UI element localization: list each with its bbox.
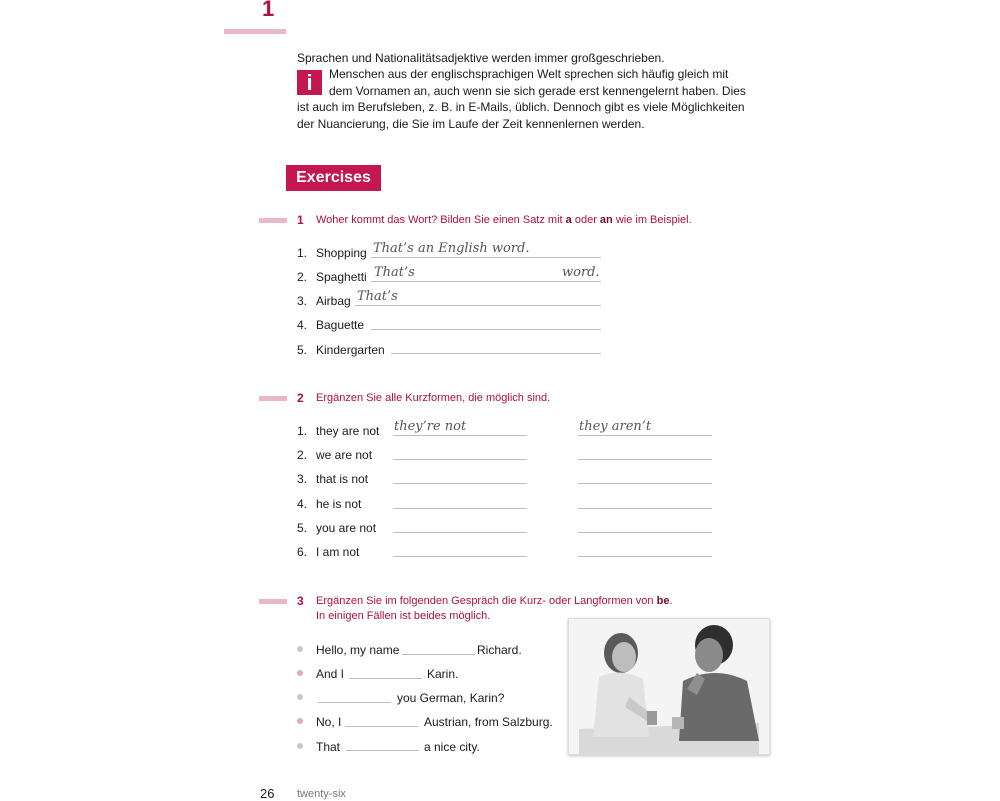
ex1-answer-line[interactable]	[391, 353, 601, 354]
ex2-answer-line-a[interactable]	[393, 483, 527, 484]
dialogue-after: Richard.	[477, 643, 522, 657]
instr-part: wie im Beispiel.	[612, 214, 692, 226]
dialogue-gap[interactable]	[346, 750, 419, 751]
exercise-2-instruction: Ergänzen Sie alle Kurzformen, die möglich sind.	[316, 392, 551, 404]
ex2-item-number: 2.	[297, 448, 308, 462]
ex2-item-phrase: they are not	[316, 424, 380, 438]
info-indent-text	[329, 66, 749, 99]
exercise-1-number: 1	[297, 213, 304, 227]
ex2-answer-line-b[interactable]	[578, 483, 712, 484]
ex1-item-number: 4.	[297, 318, 308, 332]
info-icon: i	[297, 70, 322, 95]
ex2-handwriting-b: they aren’t	[579, 419, 652, 434]
instr-part: Woher kommt das Wort? Bilden Sie einen Satz mit	[316, 214, 566, 226]
dialogue-bullet	[297, 743, 303, 749]
ex2-item-phrase: we are not	[316, 448, 373, 462]
ex1-handwriting: word.	[562, 265, 600, 280]
ex1-handwriting: That’s	[357, 289, 398, 304]
exercises-heading: Exercises	[286, 165, 381, 191]
instr-bold: an	[599, 214, 613, 226]
info-line-1: Sprachen und Nationalitätsadjektive werden immer großgeschrieben.	[297, 51, 665, 65]
dialogue-before: Hello, my name	[316, 643, 400, 657]
dialogue-before: No, I	[316, 715, 342, 729]
ex2-item-phrase: I am not	[316, 545, 360, 559]
dialogue-bullet	[297, 718, 303, 724]
ex1-handwriting: That’s an English word.	[373, 241, 530, 256]
ex1-handwriting: That’s	[374, 265, 415, 280]
ex1-item-number: 5.	[297, 343, 308, 357]
instr-bold: a	[565, 214, 572, 226]
dialogue-gap[interactable]	[318, 702, 391, 703]
exercise-1-bar	[259, 218, 287, 223]
exercise-3-number: 3	[297, 594, 304, 608]
ex2-item-phrase: that is not	[316, 472, 369, 486]
ex1-item-word: Shopping	[316, 246, 367, 260]
instr-bold: be	[656, 595, 670, 607]
ex2-answer-line-a[interactable]	[393, 435, 527, 436]
ex1-item-number: 2.	[297, 270, 308, 284]
ex2-answer-line-b[interactable]	[578, 532, 712, 533]
exercise-2-bar	[259, 396, 287, 401]
dialogue-after: a nice city.	[424, 740, 480, 754]
ex2-answer-line-b[interactable]	[578, 435, 712, 436]
photo-illustration	[569, 619, 769, 754]
dialogue-bullet	[297, 694, 303, 700]
info-rest-text	[297, 99, 747, 132]
ex2-answer-line-b[interactable]	[578, 508, 712, 509]
dialogue-bullet	[297, 670, 303, 676]
dialogue-bullet	[297, 646, 303, 652]
dialogue-after: you German, Karin?	[397, 691, 505, 705]
dialogue-gap[interactable]	[345, 726, 418, 727]
ex2-item-number: 3.	[297, 472, 308, 486]
page-number: 26	[260, 786, 275, 801]
instr-line-2: In einigen Fällen ist beides möglich.	[316, 610, 491, 622]
ex2-handwriting-a: they’re not	[394, 419, 467, 434]
dialogue-after: Karin.	[427, 667, 459, 681]
info-rest-line: ist auch im Berufsleben, z. B. in E-Mails, üblich. Dennoch gibt es viele Möglichkeiten	[297, 100, 745, 114]
instr-part: Ergänzen Sie im folgenden Gespräch die Kurz- oder Langformen von	[316, 595, 657, 607]
chapter-bar	[224, 29, 286, 34]
ex2-answer-line-b[interactable]	[578, 556, 712, 557]
ex1-item-word: Kindergarten	[316, 343, 385, 357]
ex1-answer-line[interactable]	[371, 257, 601, 258]
dialogue-before: That	[316, 740, 341, 754]
ex2-answer-line-a[interactable]	[393, 532, 527, 533]
exercise-2-number: 2	[297, 391, 304, 405]
info-first-line	[297, 50, 747, 67]
ex2-answer-line-a[interactable]	[393, 556, 527, 557]
ex1-item-word: Baguette	[316, 318, 365, 332]
chapter-number: 1	[262, 0, 275, 21]
conversation-photo	[568, 618, 770, 755]
dialogue-gap[interactable]	[402, 654, 475, 655]
ex2-item-number: 1.	[297, 424, 308, 438]
info-indent-line: Menschen aus der englischsprachigen Welt sprechen sich häufig gleich mit	[329, 67, 729, 81]
ex2-answer-line-a[interactable]	[393, 508, 527, 509]
ex1-item-word: Airbag	[316, 294, 351, 308]
ex1-item-word: Spaghetti	[316, 270, 367, 284]
info-rest-line: der Nuancierung, die Sie im Laufe der Zeit kennenlernen werden.	[297, 116, 645, 131]
ex1-item-number: 1.	[297, 246, 308, 260]
ex2-answer-line-b[interactable]	[578, 459, 712, 460]
ex2-answer-line-a[interactable]	[393, 459, 527, 460]
info-indent-line: dem Vornamen an, auch wenn sie sich gerade erst kennengelernt haben. Dies	[329, 83, 746, 98]
ex1-item-number: 3.	[297, 294, 308, 308]
page-number-words: twenty-six	[297, 788, 346, 800]
ex2-item-phrase: you are not	[316, 521, 377, 535]
dialogue-gap[interactable]	[349, 678, 422, 679]
exercise-1-instruction	[316, 213, 692, 228]
exercise-3-bar	[259, 599, 287, 604]
ex2-item-phrase: he is not	[316, 497, 362, 511]
dialogue-after: Austrian, from Salzburg.	[424, 715, 553, 729]
dialogue-before: And I	[316, 667, 345, 681]
ex1-answer-line[interactable]	[355, 305, 601, 306]
ex2-item-number: 6.	[297, 545, 308, 559]
instr-part: oder	[571, 214, 600, 226]
ex1-answer-line[interactable]	[371, 329, 601, 330]
ex1-answer-line[interactable]	[371, 281, 601, 282]
ex2-item-number: 4.	[297, 497, 308, 511]
ex2-item-number: 5.	[297, 521, 308, 535]
instr-part: .	[669, 595, 673, 607]
